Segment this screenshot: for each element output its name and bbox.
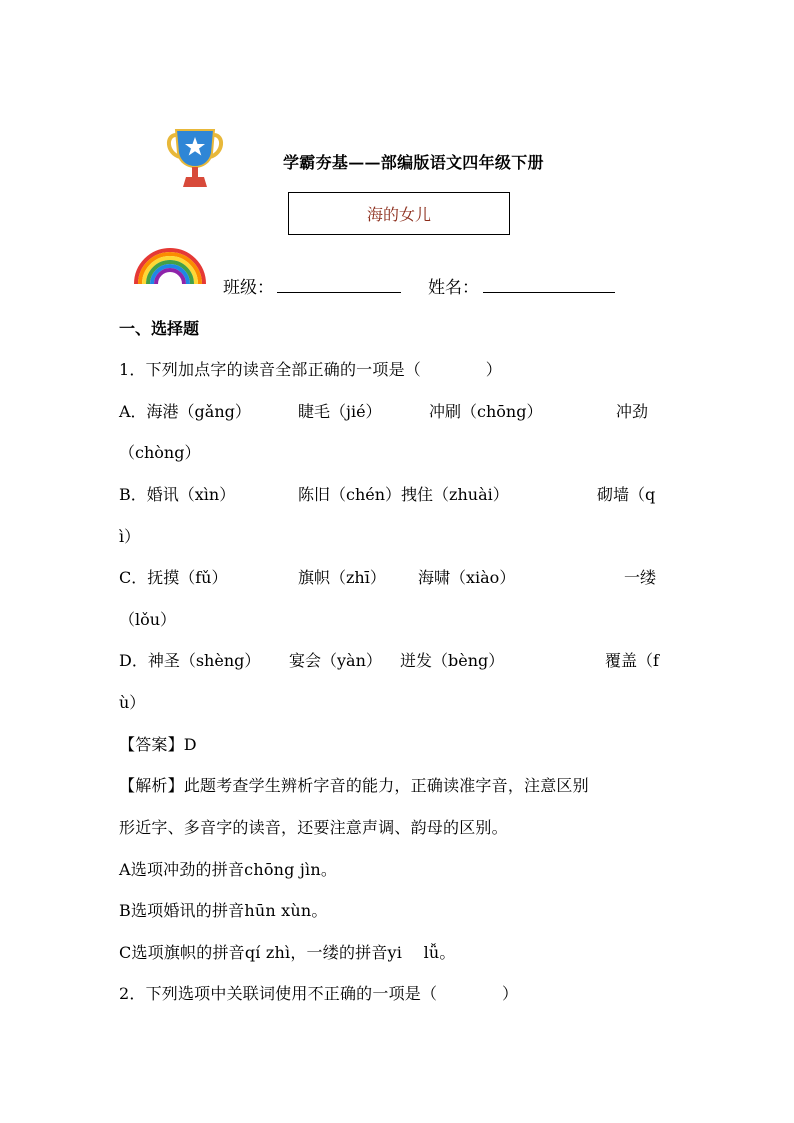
section-heading: 一、选择题 (119, 319, 200, 338)
lesson-title-box (288, 192, 510, 235)
option-d-item-3: 迸发（bèng） (400, 651, 505, 670)
analysis-line-1 (119, 773, 589, 796)
option-b-wrap: ì） (119, 527, 141, 546)
rainbow-icon (133, 246, 207, 286)
option-a-item-4: 冲劲 (616, 402, 649, 421)
trophy-icon (164, 127, 226, 189)
option-c-item-1: C．抚摸（fǔ） (119, 568, 228, 587)
explain-a: A选项冲劲的拼音chōng jìn。 (119, 860, 338, 879)
option-d-item-1: D．神圣（shèng） (119, 651, 261, 670)
explain-b: B选项婚讯的拼音hūn xùn。 (119, 901, 328, 920)
option-c-item-3: 海啸（xiào） (418, 568, 516, 587)
analysis-text-1: 此题考查学生辨析字音的能力，正确读准字音，注意区别 (183, 776, 589, 795)
option-b-item-1: B．婚讯（xìn） (119, 485, 236, 504)
explain-c: C选项旗帜的拼音qí zhì，一缕的拼音yi lǚ。 (119, 943, 456, 962)
option-c-item-4: 一缕 (624, 568, 657, 587)
lesson-title: 海的女儿 (366, 205, 431, 224)
option-b-item-2: 陈旧（chén）拽住（zhuài） (298, 485, 509, 504)
name-blank-line (483, 292, 615, 293)
option-b-item-3: 砌墙（q (597, 485, 656, 504)
name-label: 姓名： (428, 278, 479, 298)
answer: 【答案】D (119, 735, 197, 754)
question-2-stem: 2．下列选项中关联词使用不正确的一项是（ ） (119, 984, 519, 1003)
question-1-stem: 1．下列加点字的读音全部正确的一项是（ ） (119, 360, 502, 379)
option-c-item-2: 旗帜（zhī） (298, 568, 386, 587)
option-d-wrap: ù） (119, 693, 146, 712)
analysis-line-2: 形近字、多音字的读音，还要注意声调、韵母的区别。 (119, 818, 508, 837)
option-a-item-2: 睫毛（jié） (298, 402, 382, 421)
option-a-item-3: 冲刷（chōng） (429, 402, 543, 421)
class-blank-line (277, 292, 401, 293)
option-a-item-1: A．海港（gǎng） (119, 402, 251, 421)
option-c-wrap: （lǒu） (119, 610, 177, 629)
page-title: 学霸夯基——部编版语文四年级下册 (283, 153, 544, 172)
option-d-item-4: 覆盖（f (605, 651, 659, 670)
class-label: 班级： (223, 278, 274, 298)
option-d-item-2: 宴会（yàn） (289, 651, 382, 670)
analysis-label: 【解析】 (119, 776, 184, 795)
option-a-wrap: （chòng） (119, 443, 201, 462)
